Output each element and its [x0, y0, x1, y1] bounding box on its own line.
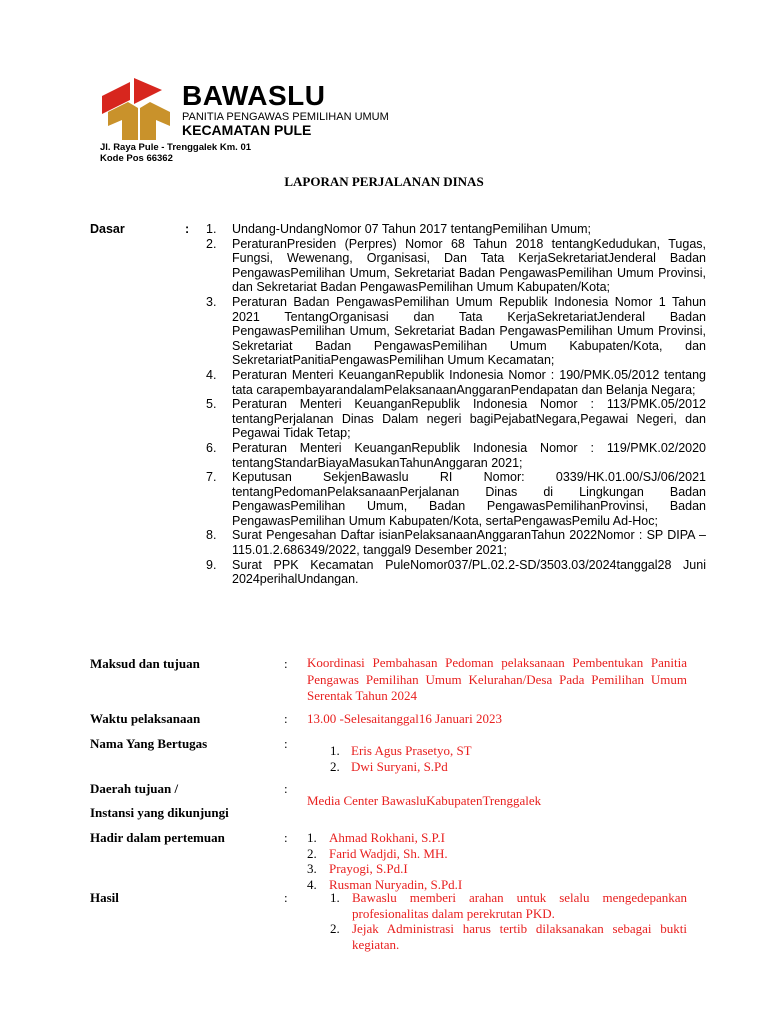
- dasar-item-number: 6.: [206, 440, 217, 455]
- hadir-item-text: Farid Wadjdi, Sh. MH.: [329, 845, 448, 861]
- nama-item-number: 1.: [330, 743, 340, 758]
- hadir-item-text: Rusman Nuryadin, S.Pd.I: [329, 876, 463, 892]
- dasar-item-text: Peraturan Menteri KeuanganRepublik Indonesia Nomor : 119/PMK.02/2020 tentangStandarBiayaMasukanTahunAnggaran 2021;: [232, 440, 706, 470]
- hadir-list: [307, 830, 462, 892]
- dasar-item: [206, 237, 706, 295]
- daerah-colon: :: [284, 781, 288, 796]
- dasar-item: [206, 222, 706, 237]
- hadir-label: Hadir dalam pertemuan: [90, 830, 225, 845]
- daerah-label: Daerah tujuan /: [90, 781, 179, 796]
- dasar-list: [206, 222, 706, 587]
- hasil-item: [330, 890, 687, 921]
- address-postcode: Kode Pos 66362: [100, 153, 173, 164]
- dasar-item-text: Undang-UndangNomor 07 Tahun 2017 tentangPemilihan Umum;: [232, 222, 592, 236]
- hadir-item: [307, 830, 462, 846]
- dasar-item: [206, 528, 706, 557]
- instansi-value: Media Center BawasluKabupatenTrenggalek: [307, 793, 542, 808]
- dasar-colon: :: [185, 222, 190, 236]
- hasil-item-number: 2.: [330, 921, 340, 936]
- dasar-item-text: Keputusan SekjenBawaslu RI Nomor: 0339/HK.01.00/SJ/06/2021 tentangPedomanPelaksanaanPerjalanan Dinas di Lingkungan Badan PengawasPemilihan Umum, Badan PengawasPemilihanProvinsi, Badan PengawasPemilihan Umum Kabupaten/Kota, sertaPengawasPemilu Ad-Hoc;: [232, 470, 706, 528]
- waktu-value: 13.00 -Selesaitanggal16 Januari 2023: [307, 711, 502, 726]
- dasar-item-text: Surat Pengesahan Daftar isianPelaksanaanAnggaranTahun 2022Nomor : SP DIPA – 115.01.2.686349/2022, tanggal9 Desember 2021;: [232, 528, 706, 558]
- nama-item-number: 2.: [330, 758, 340, 774]
- hadir-item-number: 4.: [307, 876, 317, 892]
- org-subtitle: PANITIA PENGAWAS PEMILIHAN UMUM: [182, 111, 389, 123]
- bawaslu-logo: [100, 78, 178, 140]
- nama-list: [330, 743, 472, 774]
- hadir-item-text: Ahmad Rokhani, S.P.I: [329, 830, 445, 845]
- address: [100, 142, 251, 164]
- nama-item: [330, 743, 472, 759]
- dasar-item: [206, 558, 706, 587]
- dasar-item-text: Peraturan Badan PengawasPemilihan Umum Republik Indonesia Nomor 1 Tahun 2021 TentangOrganisasi dan Tata KerjaSekretariatJenderal Badan PengawasPemilihan Umum, Sekretariat Badan PengawasPemilihan Umum Provinsi, Sekretariat Badan PengawasPemilihan Umum Kabupaten/Kota, dan SekretariatPanitiaPengawasPemilihan Umum Kecamatan;: [232, 294, 706, 368]
- nama-label: Nama Yang Bertugas: [90, 736, 208, 751]
- dasar-item-number: 3.: [206, 294, 217, 309]
- org-name: BAWASLU: [182, 80, 326, 111]
- hadir-item: [307, 846, 462, 862]
- dasar-item-number: 9.: [206, 557, 217, 572]
- waktu-colon: :: [284, 711, 288, 726]
- maksud-label: Maksud dan tujuan: [90, 656, 200, 671]
- dasar-item-text: Surat PPK Kecamatan PuleNomor037/PL.02.2-SD/3503.03/2024tanggal28 Juni 2024perihalUndangan.: [232, 557, 706, 587]
- document-title: LAPORAN PERJALANAN DINAS: [284, 174, 484, 189]
- hadir-item-text: Prayogi, S.Pd.I: [329, 861, 408, 876]
- dasar-item: [206, 397, 706, 441]
- dasar-item-number: 2.: [206, 236, 217, 251]
- nama-item-text: Dwi Suryani, S.Pd: [351, 758, 448, 774]
- hadir-item-number: 3.: [307, 861, 317, 876]
- dasar-item-text: PeraturanPresiden (Perpres) Nomor 68 Tahun 2018 tentangKedudukan, Tugas, Fungsi, Wewenang, Organisasi, Dan Tata KerjaSekretariatJenderal Badan PengawasPemilihan Umum, Sekretariat Badan PengawasPemilihan Umum Provinsi, dan Sekretariat Badan PengawasPemilihan Umum Kabupaten/Kota;: [232, 236, 706, 295]
- hadir-item: [307, 861, 462, 877]
- dasar-item: [206, 470, 706, 528]
- dasar-item-number: 8.: [206, 528, 217, 543]
- org-district: KECAMATAN PULE: [182, 122, 312, 138]
- hasil-list: [330, 890, 687, 952]
- hasil-label: Hasil: [90, 890, 119, 905]
- address-street: Jl. Raya Pule - Trenggalek Km. 01: [100, 142, 252, 153]
- dasar-item: [206, 368, 706, 397]
- nama-item-text: Eris Agus Prasetyo, ST: [351, 743, 472, 758]
- nama-item: [330, 759, 472, 775]
- dasar-item: [206, 441, 706, 470]
- dasar-item-number: 7.: [206, 470, 217, 485]
- hasil-item-text: Bawaslu memberi arahan untuk selalu mengedepankan profesionalitas dalam perekrutan PKD.: [352, 890, 687, 921]
- dasar-item: [206, 295, 706, 368]
- nama-colon: :: [284, 736, 288, 751]
- waktu-label: Waktu pelaksanaan: [90, 711, 201, 726]
- dasar-label: Dasar: [90, 222, 125, 236]
- dasar-item-text: Peraturan Menteri KeuanganRepublik Indonesia Nomor : 113/PMK.05/2012 tentangPerjalanan Dinas Dalam negeri bagiPejabatNegara,Pegawai Negeri, dan Pegawai Tidak Tetap;: [232, 397, 706, 441]
- hasil-item-text: Jejak Administrasi harus tertib dilaksanakan sebagai bukti kegiatan.: [352, 921, 687, 952]
- hadir-item-number: 2.: [307, 845, 317, 861]
- hasil-colon: :: [284, 890, 288, 905]
- maksud-value: Koordinasi Pembahasan Pedoman pelaksanaan Pembentukan Panitia Pengawas Pemilihan Umum Kelurahan/Desa Pada Pemilihan Umum Serentak Tahun 2024: [307, 655, 687, 703]
- maksud-colon: :: [284, 656, 288, 671]
- instansi-label: Instansi yang dikunjungi: [90, 805, 229, 820]
- dasar-item-number: 4.: [206, 367, 217, 382]
- dasar-item-number: 1.: [206, 222, 217, 236]
- hadir-colon: :: [284, 830, 288, 845]
- hasil-item-number: 1.: [330, 890, 340, 905]
- hasil-item: [330, 921, 687, 952]
- dasar-item-text: Peraturan Menteri KeuanganRepublik Indonesia Nomor : 190/PMK.05/2012 tentang tata carapembayarandalamPelaksanaanAnggaranPendapatan dan Belanja Negara;: [232, 367, 706, 397]
- dasar-item-number: 5.: [206, 397, 217, 412]
- hadir-item-number: 1.: [307, 830, 317, 845]
